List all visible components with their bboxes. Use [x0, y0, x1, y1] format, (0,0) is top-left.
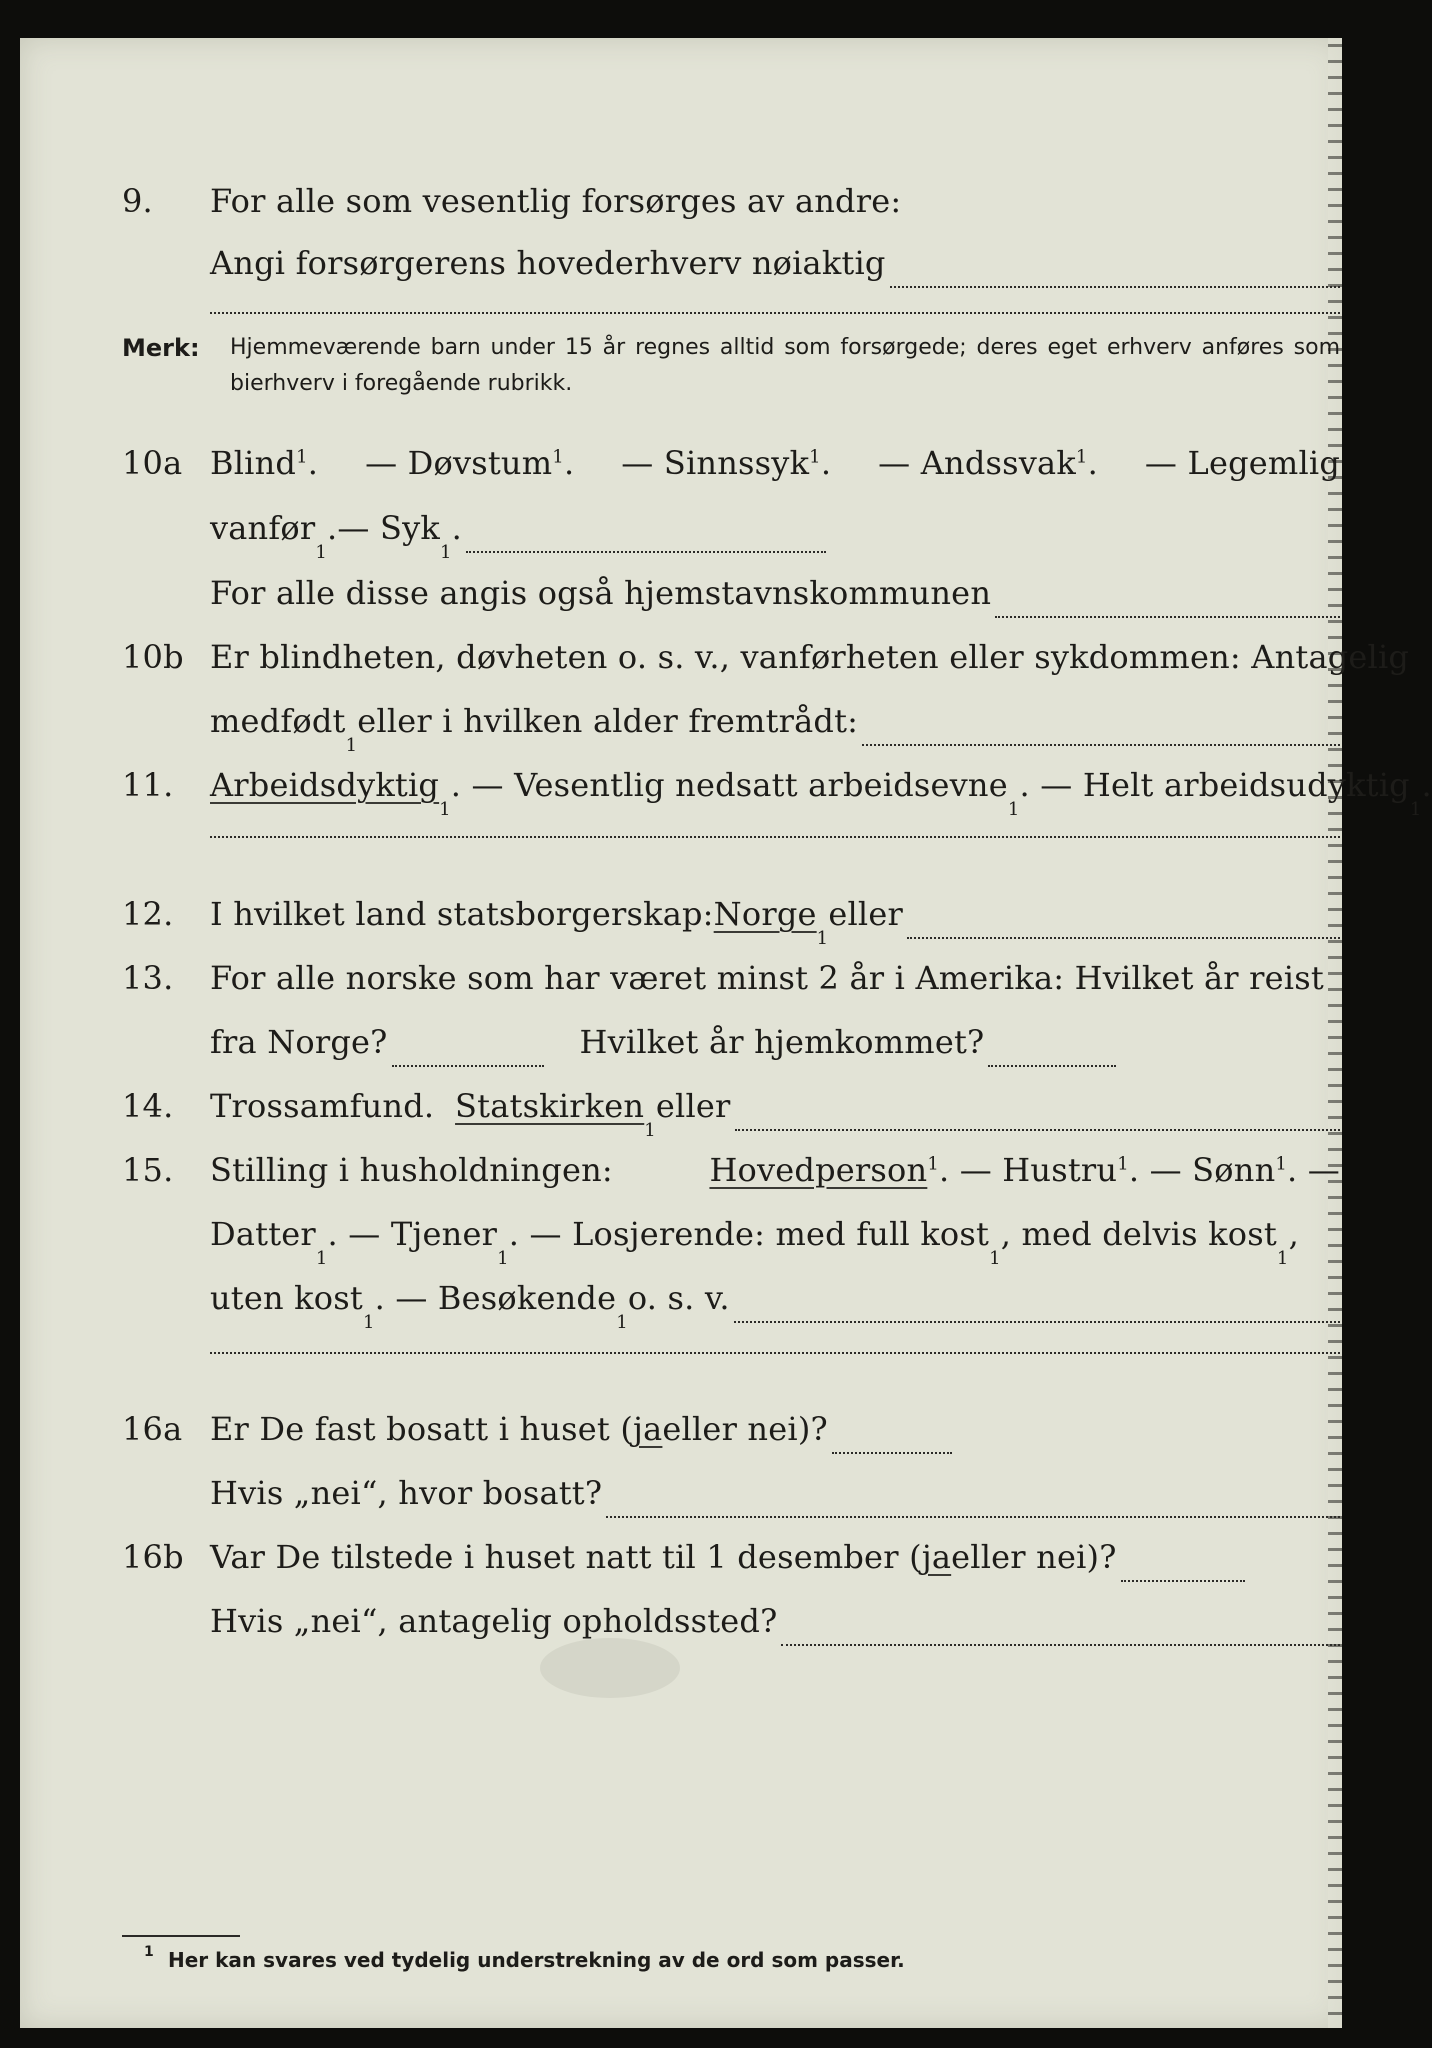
q15-answer-line[interactable] — [210, 1352, 1340, 1354]
q13-hjemkommet-field[interactable] — [988, 1037, 1116, 1067]
q15-line-2: Datter 1 . — Tjener 1 . — Losjerende: med full kost 1 , med delvis kost 1 , — [20, 1209, 1342, 1259]
footnote-text: Her kan svares ved tydelig understrekning av de ord som passer. — [168, 1948, 905, 1972]
q15-line-3: uten kost 1 . — Besøkende 1 o. s. v. — [20, 1273, 1342, 1323]
q13-line-2 — [20, 1017, 1342, 1067]
q15-hustru: . — Hustru — [938, 1151, 1118, 1189]
q16b-answer-field[interactable] — [1121, 1552, 1245, 1582]
q10a-legemlig: — Legemlig — [1144, 444, 1340, 482]
q10a-blind: Blind — [210, 444, 297, 482]
q16a-number: 16a — [122, 1410, 183, 1448]
q10b-answer-field[interactable] — [862, 716, 1340, 746]
q10a-vanfor: vanfør — [210, 509, 316, 547]
q16a-answer-field[interactable] — [832, 1424, 952, 1454]
q10b-text-1: Er blindheten, døvheten o. s. v., vanførheten eller sykdommen: Antagelig — [210, 638, 1410, 676]
q13-reist: fra Norge? — [210, 1023, 388, 1061]
q13-number: 13. — [122, 959, 174, 997]
q10a-number: 10a — [122, 444, 183, 482]
q16a-answer-ja[interactable]: ja — [633, 1410, 663, 1448]
q15-tjener: . — Tjener — [327, 1215, 498, 1253]
q10a-dovstum: — Døvstum — [365, 444, 553, 482]
q15-losjerende: . — Losjerende: med full kost — [508, 1215, 990, 1253]
q10b-line-1 — [20, 632, 1410, 682]
q9-text-1: For alle som vesentlig forsørges av andre: — [210, 182, 902, 220]
footnote-mark: 1 — [144, 1944, 154, 1960]
q9-answer-line[interactable] — [210, 312, 1340, 314]
q12-eller: eller — [828, 895, 903, 933]
q11-line: 11. Arbeidsdyktig 1 . — Vesentlig nedsatt arbeidsevne 1 . — Helt arbeidsudyktig 1 . — [20, 760, 1342, 810]
q11-udyktig: . — Helt arbeidsudyktig — [1019, 766, 1410, 804]
q14-trossamfund: Trossamfund. — [210, 1087, 435, 1125]
q9-answer-field[interactable] — [890, 258, 1340, 288]
q11-arbeidsdyktig[interactable]: Arbeidsdyktig — [210, 766, 440, 804]
q15-delvis-kost: , med delvis kost — [1000, 1215, 1277, 1253]
q14-answer-field[interactable] — [735, 1101, 1340, 1131]
q13-reist-field[interactable] — [392, 1037, 544, 1067]
q10b-medfodt: medfødt — [210, 702, 346, 740]
q10a-andssvak: — Andssvak — [878, 444, 1076, 482]
q14-eller: eller — [655, 1087, 731, 1125]
q16b-answer-ja[interactable]: ja — [921, 1538, 952, 1576]
q14-answer-statskirken[interactable]: Statskirken — [455, 1087, 645, 1125]
q15-uten-kost: uten kost — [210, 1279, 363, 1317]
q16a-hvor-bosatt: Hvis „nei“, hvor bosatt? — [210, 1474, 603, 1512]
q15-stilling: Stilling i husholdningen: — [210, 1151, 613, 1189]
footnote-rule — [122, 1935, 240, 1937]
q15-sonn: . — Sønn — [1128, 1151, 1276, 1189]
q12-line: 12. I hvilket land statsborgerskap: Norge 1 eller — [20, 889, 1342, 939]
q10a-hjemstavn: For alle disse angis også hjemstavnskommunen — [210, 574, 992, 612]
q10a-line-3 — [20, 568, 1342, 618]
q12-answer-field[interactable] — [907, 909, 1340, 939]
q10b-alder: eller i hvilken alder fremtrådt: — [357, 702, 859, 740]
q15-line-1: 15. Stilling i husholdningen: Hovedperson$^1$. — Hustru$^1$. — Sønn$^1$. — — [20, 1145, 1342, 1195]
q13-text-1: For alle norske som har været minst 2 år i Amerika: Hvilket år reist — [210, 959, 1324, 997]
paper-stain — [540, 1638, 680, 1698]
q15-number: 15. — [122, 1151, 174, 1189]
q9-line-1 — [20, 176, 1342, 226]
merk-text: Hjemmeværende barn under 15 år regnes alltid som forsørgede; deres eget erhverv anføres som bierhverv i foregående rubrikk. — [230, 335, 1340, 396]
footnote — [144, 1944, 905, 1972]
q10a-syk-field[interactable] — [466, 523, 826, 553]
q10b-line-2: medfødt 1 eller i hvilken alder fremtrådt: — [20, 696, 1342, 746]
q16b-line-1: 16b Var De tilstede i huset natt til 1 desember ( ja eller nei)? — [20, 1532, 1342, 1582]
q16b-opholdssted-field[interactable] — [781, 1616, 1340, 1646]
q14-number: 14. — [122, 1087, 174, 1125]
q10a-line-1: 10a Blind$^1$. — Døvstum$^1$. — Sinnssyk$^1$. — Andssvak$^1$. — Legemlig — [20, 438, 1342, 488]
q13-line-1 — [20, 953, 1342, 1003]
q16a-line-1: 16a Er De fast bosatt i huset ( ja eller nei)? — [20, 1404, 1342, 1454]
q14-line: 14. Trossamfund. Statskirken 1 eller — [20, 1081, 1342, 1131]
q16b-number: 16b — [122, 1538, 184, 1576]
q16b-line-2 — [20, 1596, 1342, 1646]
q9-number: 9. — [122, 182, 153, 220]
q15-datter: Datter — [210, 1215, 316, 1253]
q11-number: 11. — [122, 766, 174, 804]
q15-answer-field[interactable] — [734, 1293, 1340, 1323]
q12-question: I hvilket land statsborgerskap: — [210, 895, 714, 933]
q10b-number: 10b — [122, 638, 184, 676]
q9-line-2 — [20, 238, 1342, 288]
q10a-line-2: vanfør 1 . — Syk 1 . — [20, 503, 1342, 553]
q10a-syk: — Syk — [337, 509, 440, 547]
q15-besokende: . — Besøkende — [374, 1279, 617, 1317]
form-page — [20, 38, 1432, 2028]
q11-answer-line[interactable] — [210, 836, 1340, 838]
q9-text-2: Angi forsørgerens hovederhverv nøiaktig — [210, 244, 886, 282]
q10a-hjemstavn-field[interactable] — [995, 588, 1340, 618]
q16a-line-2 — [20, 1468, 1342, 1518]
q12-answer-norge[interactable]: Norge — [713, 895, 817, 933]
q10a-sinnssyk: — Sinnssyk — [621, 444, 810, 482]
q12-number: 12. — [122, 895, 174, 933]
q16a-bosatt-field[interactable] — [606, 1488, 1340, 1518]
q15-answer-hovedperson[interactable]: Hovedperson — [709, 1151, 928, 1189]
merk-label: Merk: — [122, 334, 200, 362]
q16b-opholdssted: Hvis „nei“, antagelig opholdssted? — [210, 1602, 778, 1640]
q13-hjemkommet: Hvilket år hjemkommet? — [579, 1023, 985, 1061]
q11-nedsatt: . — Vesentlig nedsatt arbeidsevne — [450, 766, 1008, 804]
